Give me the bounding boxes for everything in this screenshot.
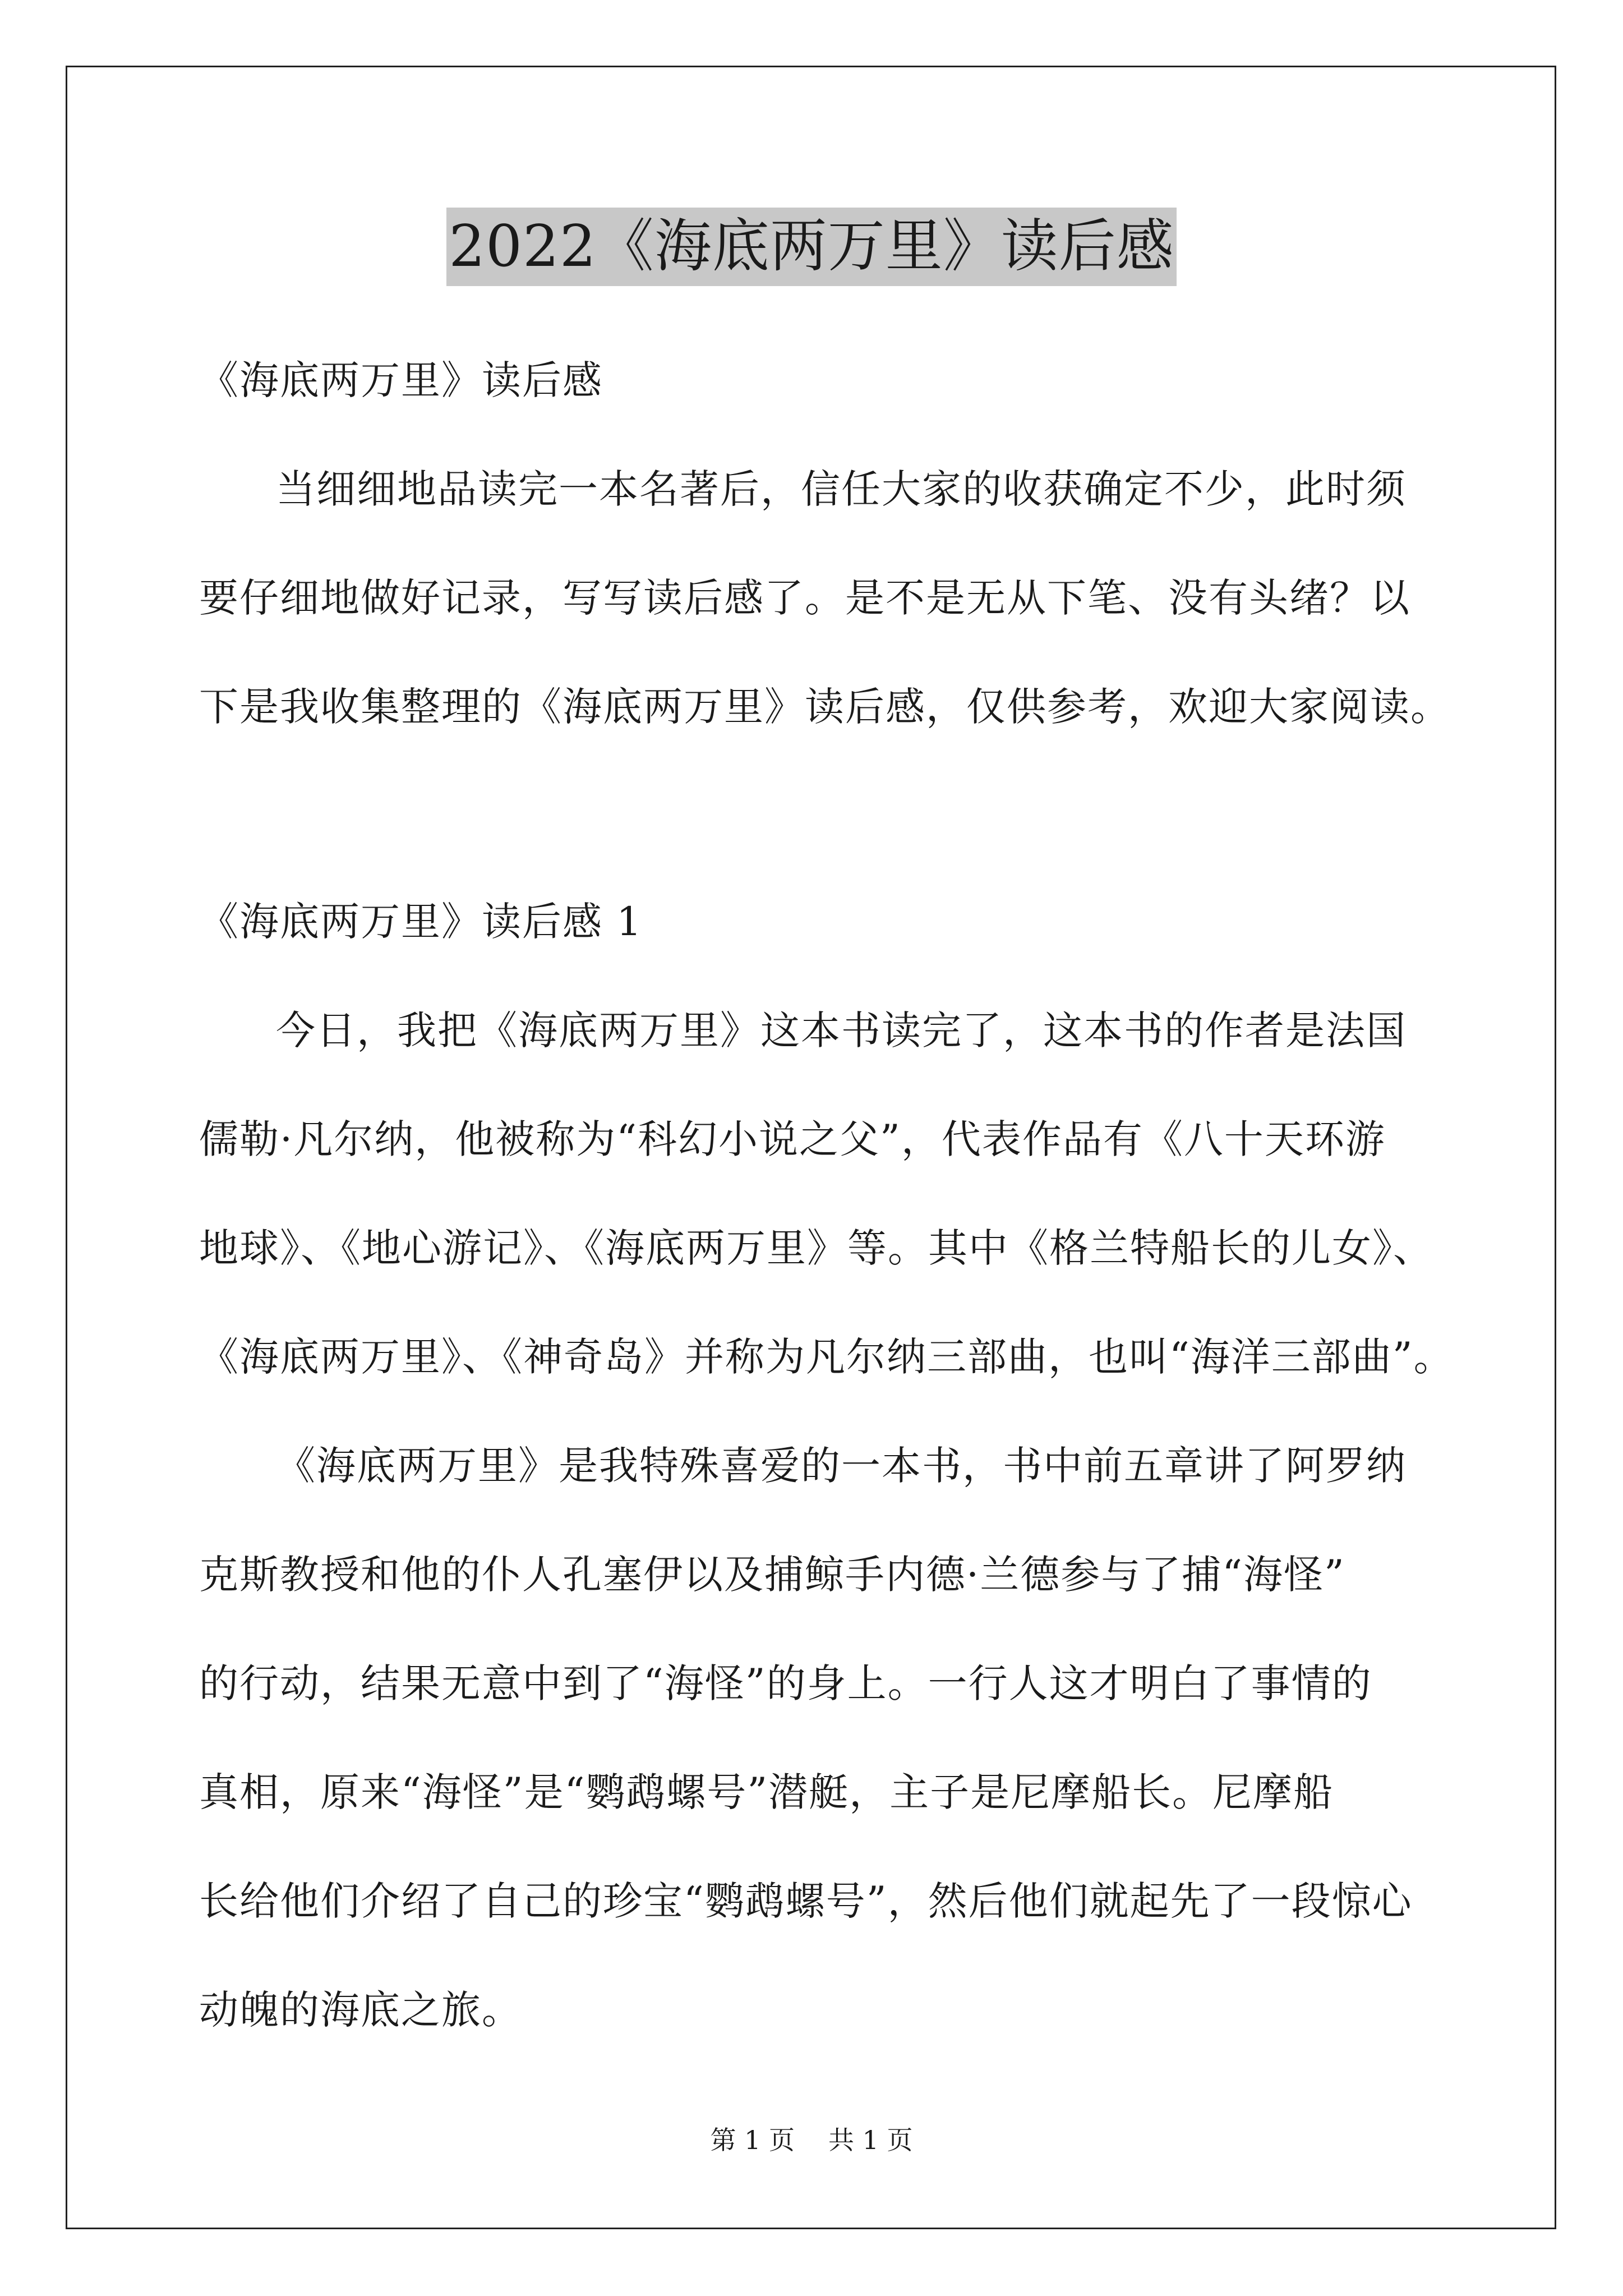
paragraph-line: 长给他们介绍了自己的珍宝“鹦鹉螺号”，然后他们就起先了一段惊心: [199, 1878, 1413, 1924]
title-container: [0, 208, 1623, 286]
document-title: 2022《海底两万里》读后感: [446, 208, 1177, 286]
paragraph-line: 当细细地品读完一本名著后，信任大家的收获确定不少，此时须: [276, 466, 1407, 512]
paragraph-line: 《海底两万里》是我特殊喜爱的一本书，书中前五章讲了阿罗纳: [276, 1443, 1407, 1489]
paragraph-line: 地球》、《地心游记》、《海底两万里》等。其中《格兰特船长的儿女》、: [199, 1225, 1433, 1271]
paragraph-line: 下是我收集整理的《海底两万里》读后感，仅供参考，欢迎大家阅读。: [199, 684, 1451, 730]
page-total: 共 1 页: [828, 2125, 913, 2155]
page-footer: [0, 2123, 1623, 2157]
paragraph-line: 的行动，结果无意中到了“海怪”的身上。一行人这才明白了事情的: [199, 1660, 1372, 1706]
paragraph-line: 要仔细地做好记录，写写读后感了。是不是无从下笔、没有头绪？以: [199, 575, 1410, 621]
section-heading: 《海底两万里》读后感: [199, 357, 603, 403]
paragraph-line: 真相，原来“海怪”是“鹦鹉螺号”潜艇，主子是尼摩船长。尼摩船: [199, 1769, 1334, 1815]
paragraph-line: 今日，我把《海底两万里》这本书读完了，这本书的作者是法国: [276, 1007, 1407, 1053]
paragraph-line: 《海底两万里》、《神奇岛》并称为凡尔纳三部曲，也叫“海洋三部曲”。: [199, 1334, 1454, 1380]
paragraph-line: 儒勒·凡尔纳，他被称为“科幻小说之父”，代表作品有《八十天环游: [199, 1116, 1386, 1162]
section-heading: 《海底两万里》读后感 1: [199, 899, 643, 945]
page-number: 第 1 页: [710, 2125, 795, 2155]
paragraph-line: 克斯教授和他的仆人孔塞伊以及捕鲸手内德·兰德参与了捕“海怪”: [199, 1552, 1345, 1598]
paragraph-line: 动魄的海底之旅。: [199, 1987, 522, 2033]
